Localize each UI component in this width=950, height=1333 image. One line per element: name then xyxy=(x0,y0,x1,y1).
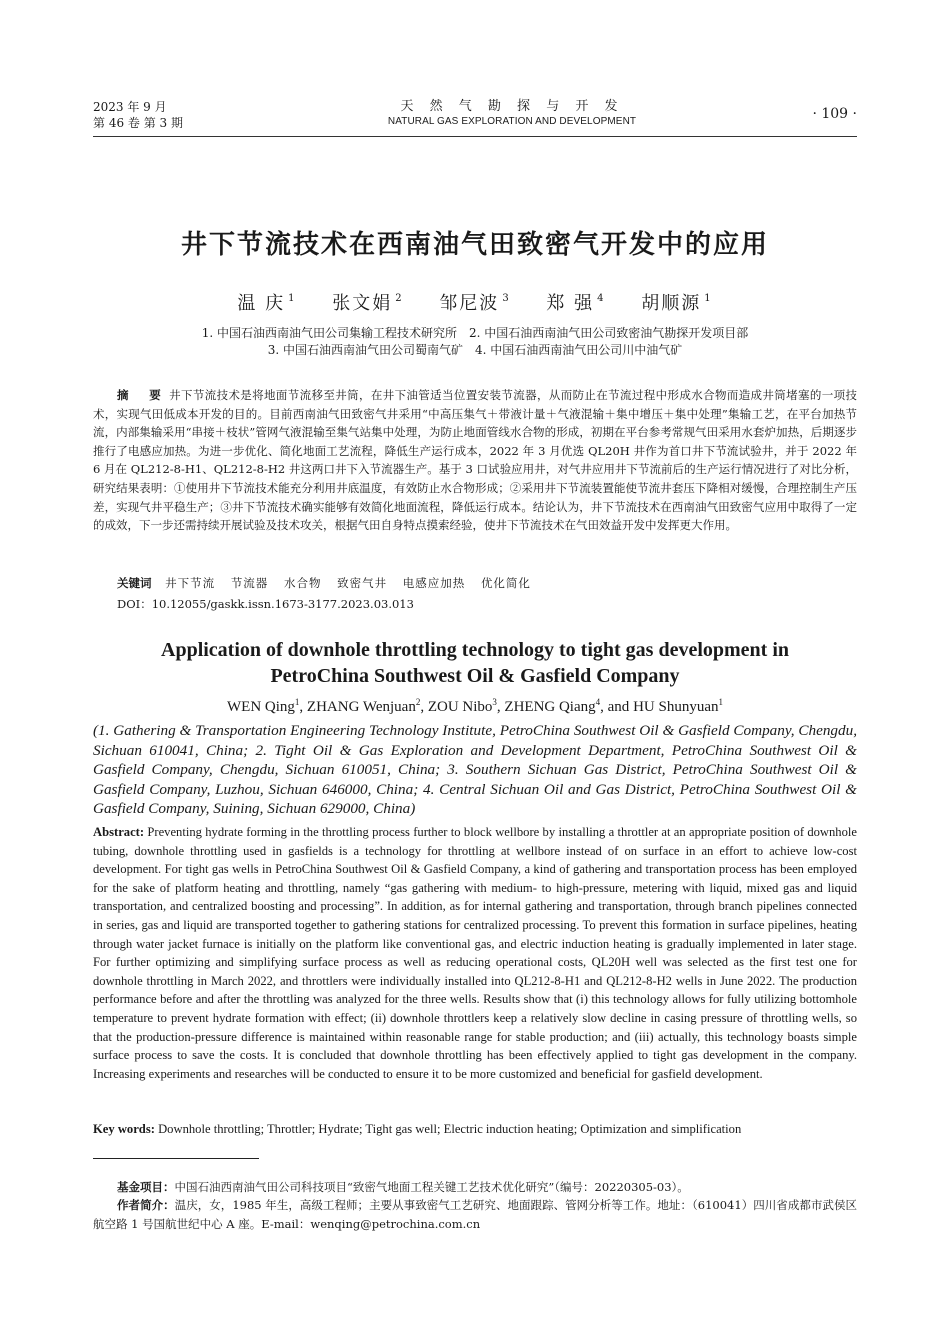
keywords-cn xyxy=(117,575,543,591)
author-cn: 张文娟 $^2$ xyxy=(332,293,404,314)
abstract-label-en: Abstract: xyxy=(93,825,145,839)
author-en: ZHENG Qiang$^4$, and xyxy=(504,697,634,715)
author-cn: 胡顺源 $^1$ xyxy=(641,293,713,314)
journal-name-en: NATURAL GAS EXPLORATION AND DEVELOPMENT xyxy=(387,116,637,127)
issue-volume: 第 46 卷 第 3 期 xyxy=(93,116,183,130)
author-cn: 邹尼波 $^3$ xyxy=(439,293,511,314)
affiliations-cn xyxy=(93,325,857,359)
keyword: 水合物 xyxy=(283,576,322,590)
fund-text: 中国石油西南油气田公司科技项目“致密气地面工程关键工艺技术优化研究”（编号：20220305-03）。 xyxy=(174,1180,689,1194)
article-title-cn: 井下节流技术在西南油气田致密气开发中的应用 xyxy=(180,230,769,260)
author-en: ZOU Nibo$^3$, xyxy=(427,697,505,715)
author-bio-label: 作者简介： xyxy=(117,1198,175,1212)
author-en: HU Shunyuan$^1$ xyxy=(633,697,723,715)
author-list-cn xyxy=(93,289,857,315)
keyword: 致密气井 xyxy=(337,576,388,590)
title-en-line: PetroChina Southwest Oil & Gasfield Company xyxy=(270,665,680,687)
keywords-label-en: Key words: xyxy=(93,1122,155,1136)
title-en-line: Application of downhole throttling technology to tight gas development in xyxy=(161,639,789,661)
keyword: 优化简化 xyxy=(480,576,531,590)
author-bio-text: 温庆，女，1985 年生，高级工程师；主要从事致密气工艺研究、地面跟踪、管网分析等工作。地址：（610041）四川省成都市武侯区航空路 1 号国航世纪中心 A 座。E-mail：wenqing@petrochina.com.cn xyxy=(93,1198,857,1231)
author-list-en xyxy=(93,697,857,716)
author-cn: 温 庆 $^1$ xyxy=(237,293,297,314)
keywords-label-cn: 关键词 xyxy=(117,576,152,590)
affiliation-line: 3. 中国石油西南油气田公司蜀南气矿 4. 中国石油西南油气田公司川中油气矿 xyxy=(267,343,683,357)
header-rule xyxy=(93,136,857,137)
keyword: 井下节流 xyxy=(165,576,216,590)
journal-name xyxy=(380,99,644,129)
page-number: · 109 · xyxy=(812,106,857,122)
abstract-label-cn: 摘 要 xyxy=(117,388,170,402)
author-en: ZHANG Wenjuan$^2$, xyxy=(306,697,428,715)
keywords-text-en: Downhole throttling; Throttler; Hydrate; Tight gas well; Electric induction heating; Optimization and simplification xyxy=(158,1122,742,1136)
abstract-text-en: Preventing hydrate forming in the throttling process further to block wellbore by installing a throttler at an appropriate position of downhole tubing, downhole throttling used in gasfields is a technology for throttling at wellbore instead of on surface in an effort to achieve low-cost development. For tight gas wells in PetroChina Southwest Oil & Gasfield Company, a kind of gathering and transportation process has been employed for the sake of platform heating and throttling, namely “gas gathering with medium- to high-pressure, metering with liquid, mixed gas and liquid transportation, and centralized boosting and processing”. In addition, as for internal gathering and transportation, through branch pipelines connected in series, gas and liquid are transported together to gathering stations for centralized processing. To prevent this formation in surface pipelines, heating through water jacket furnace is initially on the platform like conventional gas, and electric induction heating is gradually implemented in later stage. For further optimizing and simplifying surface process as well as reducing operational costs, QL20H well was selected as the first test one for downhole throttling in March 2022, and throttlers were individually installed into QL212-8-H1 and QL212-8-H2 wells in June 2022. The production performance before and after the throttling was analyzed for the three wells. Results show that (i) this technology allows for fully utilizing bottomhole temperature to prevent hydrate formation with effect; (ii) downhole throttlers keep a relatively slow decline in casing pressure of throttling wells, so that the production-pressure difference is maintained within reasonable range for stable production; and (iii) actually, this technology boasts simple surface process to save the costs. It is concluded that downhole throttling has been effectively applied to tight gas development in the company. Increasing experiments and researches will be conducted to ensure it to be more customized and beneficial for gasfield development. xyxy=(93,825,857,1081)
keywords-en xyxy=(93,1122,857,1137)
abstract-en xyxy=(93,823,857,1083)
author-cn: 郑 强 $^4$ xyxy=(546,293,606,314)
abstract-text-cn: 井下节流技术是将地面节流移至井筒，在井下油管适当位置安装节流器，从而防止在节流过程中形成水合物而造成井筒堵塞的一项技术，实现气田低成本开发的目的。目前西南油气田致密气井采用“中高压集气＋带液计量＋气液混输＋集中增压＋集中处理”集输工艺，在平台加热节流，内部集输采用“串接＋枝状”管网气液混输至集气站集中处理，为防止地面管线水合物的形成，初期在平台参考常规气田采用水套炉加热，后期逐步推行了电感应加热。为进一步优化、简化地面工艺流程，降低生产运行成本，2022 年 3 月优选 QL20H 井作为首口井下节流试验井，并于 2022 年 6 月在 QL212-8-H1、QL212-8-H2 井这两口井下入节流器生产。基于 3 口试验应用井，对气井应用井下节流前后的生产运行情况进行了对比分析，研究结果表明：①使用井下节流技术能充分利用井底温度，有效防止水合物形成；②采用井下节流装置能使节流井套压下降相对缓慢，合理控制生产压差，实现气井平稳生产；③井下节流技术确实能够有效简化地面流程，降低运行成本。结论认为，井下节流技术在西南油气田致密气应用中取得了一定的成效，下一步还需持续开展试验及技术攻关，根据气田自身特点摸索经验，使井下节流技术在气田效益开发中发挥更大作用。 xyxy=(93,388,857,533)
keyword: 电感应加热 xyxy=(402,576,466,590)
keyword: 节流器 xyxy=(230,576,269,590)
footnote-rule xyxy=(93,1158,259,1159)
footnote-author xyxy=(93,1196,857,1234)
fund-label: 基金项目： xyxy=(117,1180,175,1194)
author-en: WEN Qing$^1$, xyxy=(227,697,307,715)
footnote-fund xyxy=(93,1178,857,1197)
doi: DOI：10.12055/gaskk.issn.1673-3177.2023.03.013 xyxy=(117,597,414,611)
issue-date: 2023 年 9 月 xyxy=(93,100,167,114)
issue-info xyxy=(93,99,183,131)
abstract-cn xyxy=(93,386,857,535)
affiliations-en: (1. Gathering & Transportation Engineering Technology Institute, PetroChina Southwest Oil & Gasfield Company, Chengdu, Sichuan 610041, China; 2. Tight Oil & Gas Exploration and Development Department, PetroChina Southwest Oil & Gasfield Company, Chengdu, Sichuan 610051, China; 3. Southern Sichuan Gas District, PetroChina Southwest Oil & Gasfield Company, Luzhou, Sichuan 646000, China; 4. Central Sichuan Oil and Gas District, PetroChina Southwest Oil & Gasfield Company, Suining, Sichuan 629000, China) xyxy=(93,722,857,818)
journal-name-cn: 天 然 气 勘 探 与 开 发 xyxy=(400,99,624,114)
affiliation-line: 1. 中国石油西南油气田公司集输工程技术研究所 2. 中国石油西南油气田公司致密油气勘探开发项目部 xyxy=(201,326,749,340)
article-title-en xyxy=(93,637,857,689)
